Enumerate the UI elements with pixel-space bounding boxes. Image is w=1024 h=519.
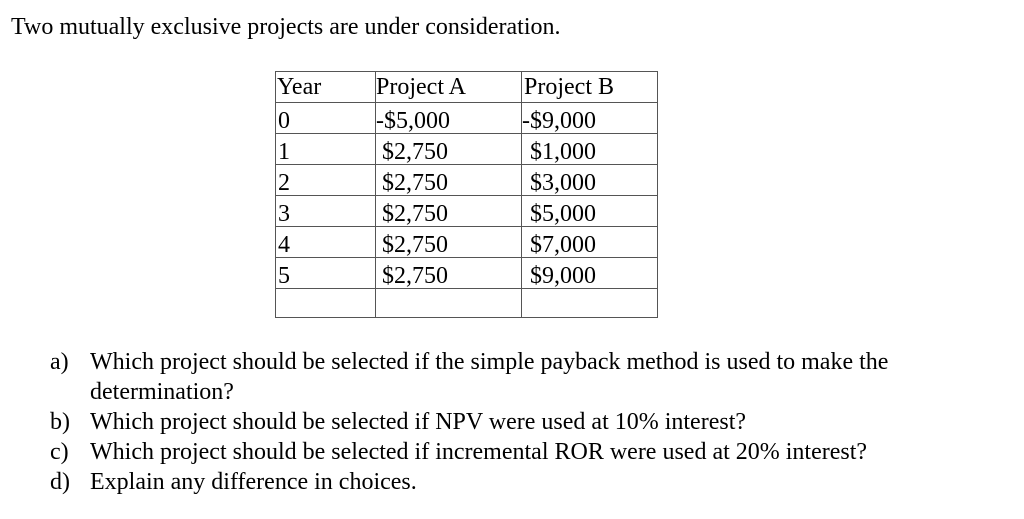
- project-b-cell: $7,000: [522, 227, 658, 258]
- question-text: Which project should be selected if incremental ROR were used at 20% interest?: [90, 439, 868, 465]
- table-row: [276, 227, 658, 258]
- question-text: Which project should be selected if the simple payback method is used to make the determination?: [90, 349, 889, 405]
- project-a-cell: $2,750: [376, 165, 522, 196]
- cash-flow-table: [275, 71, 658, 318]
- question-marker: a): [50, 349, 69, 375]
- year-cell: 1: [276, 134, 376, 165]
- project-a-cell: $2,750: [376, 258, 522, 289]
- question-marker: d): [50, 469, 70, 495]
- project-a-value: -$5,000: [376, 108, 450, 134]
- project-b-cell: $5,000: [522, 196, 658, 227]
- project-a-cell: [376, 103, 522, 134]
- question-text: Which project should be selected if NPV were used at 10% interest?: [90, 409, 747, 435]
- question-list: [50, 347, 950, 497]
- project-b-cell: $1,000: [522, 134, 658, 165]
- question-text: Explain any difference in choices.: [90, 469, 417, 495]
- question-marker: c): [50, 439, 69, 465]
- question-item: [50, 407, 950, 437]
- empty-table-row: [276, 289, 658, 318]
- empty-cell: [376, 289, 522, 318]
- table-header-row: [276, 72, 658, 103]
- table-row: [276, 134, 658, 165]
- year-cell: 4: [276, 227, 376, 258]
- header-project-b: Project B: [522, 72, 658, 103]
- project-a-cell: $2,750: [376, 227, 522, 258]
- project-b-cell: $3,000: [522, 165, 658, 196]
- project-b-value: -$9,000: [522, 108, 596, 134]
- table-row: [276, 258, 658, 289]
- question-marker: b): [50, 409, 70, 435]
- project-a-cell: $2,750: [376, 134, 522, 165]
- question-item: [50, 467, 950, 497]
- year-cell: 3: [276, 196, 376, 227]
- problem-intro: Two mutually exclusive projects are under consideration.: [11, 14, 561, 40]
- table-row: [276, 165, 658, 196]
- empty-cell: [276, 289, 376, 318]
- table-row: [276, 196, 658, 227]
- empty-cell: [522, 289, 658, 318]
- header-project-a: Project A: [376, 72, 522, 103]
- question-item: [50, 347, 950, 407]
- year-cell: 2: [276, 165, 376, 196]
- year-cell: 0: [276, 103, 376, 134]
- project-a-cell: $2,750: [376, 196, 522, 227]
- year-cell: 5: [276, 258, 376, 289]
- header-year: Year: [276, 72, 376, 103]
- table-row: [276, 103, 658, 134]
- question-item: [50, 437, 950, 467]
- project-b-cell: $9,000: [522, 258, 658, 289]
- project-b-cell: [522, 103, 658, 134]
